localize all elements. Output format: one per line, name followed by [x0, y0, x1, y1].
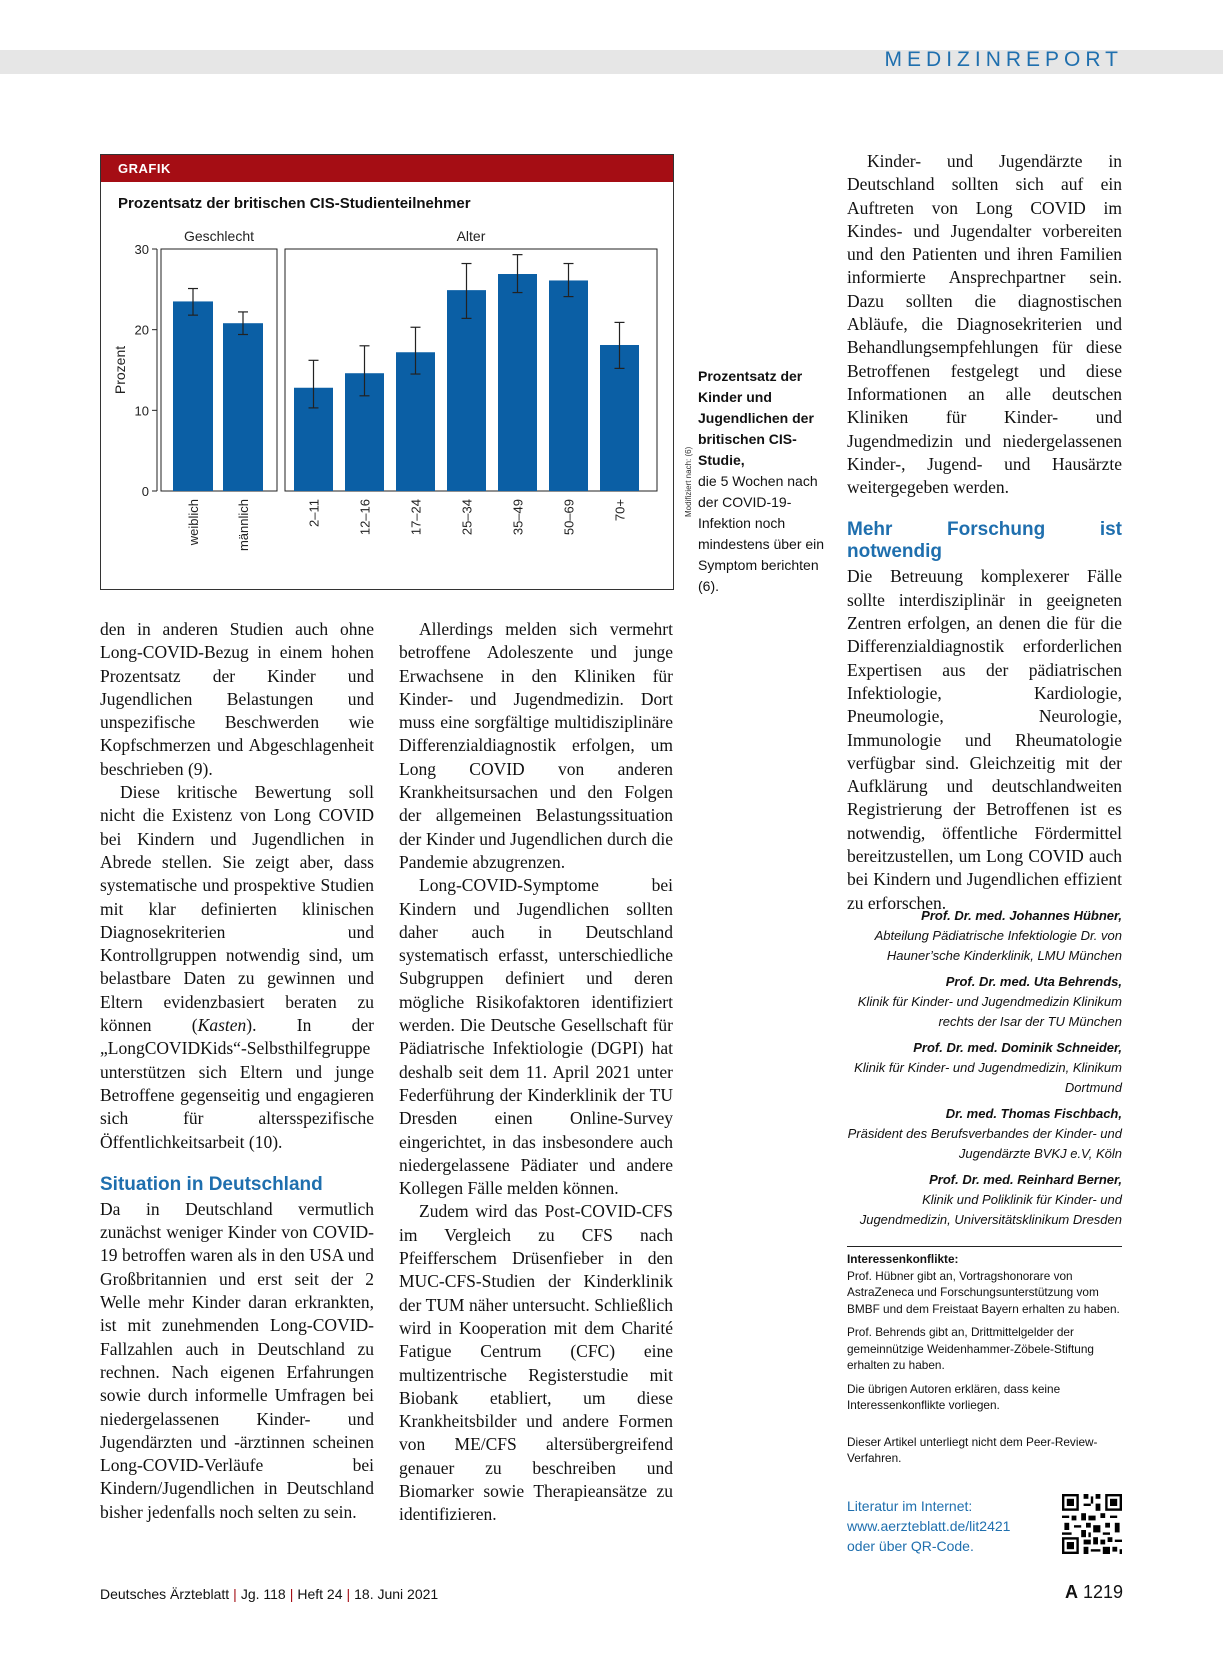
x-tick-label: männlich [236, 499, 251, 552]
author-affiliation: Abteilung Pädiatrische Infektiologie Dr. von Hauner’sche Kinderklinik, LMU München [874, 928, 1122, 963]
figure-title: Prozentsatz der britischen CIS-Studienteilnehmer [118, 195, 471, 212]
literature-line: oder über QR-Code. [847, 1538, 974, 1554]
text: Diese kritische Bewertung soll nicht die Existenz von Long COVID bei Kindern und Jugendlichen in Abrede stellen. Sie zeigt aber, dass systematische und prospektive Studien mit klar definierten klinischen Diagnosekriterien und Kontrollgruppen notwendig sind, um belastbare Daten zu gewinnen und Eltern evidenzbasiert beraten zu können ( [100, 782, 374, 1036]
date: 18. Juni 2021 [354, 1586, 439, 1602]
peer-review-note: Dieser Artikel unterliegt nicht dem Peer-Review-Verfahren. [847, 1434, 1098, 1465]
page-prefix: A [1064, 1582, 1078, 1602]
panel-label: Alter [456, 228, 486, 244]
footer [100, 1586, 438, 1602]
section-label: MEDIZINREPORT [884, 48, 1123, 71]
bar [173, 301, 213, 491]
page-value: 1219 [1082, 1582, 1123, 1602]
figure-label: GRAFIK [101, 155, 673, 182]
author-name: Dr. med. Thomas Fischbach, [945, 1106, 1122, 1121]
journal-name: Deutsches Ärzteblatt [100, 1586, 230, 1602]
caption-text: die 5 Wochen nach der COVID-19-Infektion noch mindestens über ein Symptom berichten (6). [698, 473, 825, 594]
author-affiliation: Klinik für Kinder- und Jugendmedizin Klinikum rechts der Isar der TU München [857, 994, 1122, 1029]
conflicts-box [847, 1246, 1122, 1474]
volume: Jg. 118 [240, 1586, 286, 1602]
column-3 [847, 150, 1122, 915]
x-tick-label: 70+ [612, 499, 628, 522]
author-name: Prof. Dr. med. Dominik Schneider, [913, 1040, 1122, 1055]
literature-link[interactable]: www.aerzteblatt.de/lit2421 [847, 1518, 1011, 1534]
author [845, 1170, 1122, 1230]
separator: | [346, 1586, 351, 1602]
author-list [845, 906, 1122, 1236]
y-axis-label: Prozent [112, 345, 128, 395]
y-tick-label: 10 [134, 403, 149, 419]
heading-forschung: Mehr Forschung ist notwendig [847, 519, 1122, 563]
paragraph: Da in Deutschland vermutlich zunächst weniger Kinder von COVID-19 betroffen waren als in den USA und Großbritannien und erst seit der 2 Welle mehr Kinder daran erkrankten, ist mit zunehmenden Long-COVID-Fallzahlen auch in Deutschland zu rechnen. Nach eigenen Erfahrungen sowie durch informelle Umfragen bei niedergelassenen Kinder- und Jugendärzten und -ärztinnen scheinen Long-COVID-Verläufe bei Kindern/Jugendlichen in Deutschland bisher jedenfalls noch selten zu sein. [100, 1198, 374, 1522]
literature-line: Literatur im Internet: [847, 1498, 973, 1514]
x-tick-label: 35–49 [510, 499, 526, 536]
panel-label: Geschlecht [183, 228, 255, 244]
caption-bold: Prozentsatz der Kinder und Jugendlichen der britischen CIS-Studie, [698, 368, 814, 468]
text: ). In der „LongCOVIDKids“-Selbsthilfegruppe unterstützen sich Eltern und junge Betroffene gegenseitig und engagieren sich für altersspezifische Öffentlichkeitsarbeit (10). [100, 1015, 374, 1152]
x-tick-label: weiblich [186, 499, 201, 546]
conflicts-text: Prof. Hübner gibt an, Vortragshonorare von AstraZeneca und Forschungsunterstützung vom BMBF und dem Freistaat Bayern erhalten zu haben. [847, 1268, 1120, 1316]
author-affiliation: Klinik und Poliklinik für Kinder- und Jugendmedizin, Universitätsklinikum Dresden [859, 1192, 1122, 1227]
author [845, 1104, 1122, 1164]
x-tick-label: 25–34 [459, 499, 475, 536]
kasten-ref: Kasten [197, 1015, 247, 1036]
heading-situation: Situation in Deutschland [100, 1173, 323, 1195]
paragraph: Die Betreuung komplexerer Fälle sollte interdisziplinär in geeigneten Zentren erfolgen, an denen die für die Differenzialdiagnostik erforderlichen Expertisen aus der pädiatrischen Infektiologie, Kardiologie, Pneumologie, Neurologie, Immunologie und Rheumatologie verfügbar sind. Gleichzeitig mit der Aufklärung und deutschlandweiten Registrierung der Betroffenen ist es notwendig, öffentliche Fördermittel bereitzustellen, um Long COVID auch bei Kindern und Jugendlichen effizient zu erforschen. [847, 566, 1122, 913]
conflicts-title: Interessenkonflikte: [847, 1252, 959, 1266]
paragraph [100, 781, 374, 1154]
author-name: Prof. Dr. med. Johannes Hübner, [921, 908, 1122, 923]
paragraph: Long-COVID-Symptome bei Kindern und Jugendlichen sollten daher auch in Deutschland systematisch erfasst, unterschiedliche Subgruppen definiert und deren mögliche Risikofaktoren identifiziert werden. Die Deutsche Gesellschaft für Pädiatrische Infektiologie (DGPI) hat deshalb seit dem 11. April 2021 unter Federführung der Kinderklinik der TU Dresden einen Online-Survey eingerichtet, in das insbesondere auch niedergelassene Pädiater und andere Kollegen Fälle melden können. [399, 875, 673, 1199]
x-tick-label: 12–16 [357, 499, 373, 536]
paragraph: den in anderen Studien auch ohne Long-COVID-Bezug in einem hohen Prozentsatz der Kinder und Jugendlichen Belastungen und unspezifische Beschwerden wie Kopfschmerzen und Abgeschlagenheit beschrieben (9). [100, 619, 374, 779]
paragraph: Zudem wird das Post-COVID-CFS im Vergleich zu CFS nach Pfeifferschem Drüsenfieber in den MUC-CFS-Studien der Kinderklinik der TUM näher untersucht. Schließlich wird in Kooperation mit dem Charité Fatigue Centrum (CFC) eine multizentrische Registerstudie mit Biobank etabliert, um diese Krankheitsbilder und andere Formen von ME/CFS altersübergreifend genauer zu beschreiben und Biomarker sowie Therapieansätze zu identifizieren. [399, 1201, 673, 1525]
y-tick-label: 20 [134, 322, 149, 338]
column-2 [399, 618, 673, 1527]
author [845, 906, 1122, 966]
figure-caption [698, 366, 828, 597]
issue: Heft 24 [297, 1586, 343, 1602]
author [845, 1038, 1122, 1098]
bar-chart [101, 182, 673, 590]
qr-code-icon[interactable] [1062, 1494, 1122, 1554]
separator: | [289, 1586, 294, 1602]
x-tick-label: 17–24 [408, 499, 424, 536]
author-affiliation: Klinik für Kinder- und Jugendmedizin, Klinikum Dortmund [854, 1060, 1122, 1095]
x-tick-label: 2–11 [306, 499, 322, 527]
bar [549, 280, 588, 491]
conflicts-text: Prof. Behrends gibt an, Drittmittelgelder der gemeinnützige Weidenhammer-Zöbele-Stiftung erhalten zu haben. [847, 1325, 1094, 1372]
paragraph: Allerdings melden sich vermehrt betroffene Adoleszente und junge Erwachsene in den Kliniken für Kinder- und Jugendmedizin. Dort muss eine sorgfältige multidisziplinäre Differenzialdiagnostik erfolgen, um Long COVID von anderen Krankheitsursachen und den Folgen der allgemeinen Belastungssituation der Kinder und Jugendlichen durch die Pandemie abzugrenzen. [399, 619, 673, 872]
separator: | [233, 1586, 237, 1602]
author [845, 972, 1122, 1032]
column-1 [100, 618, 374, 1524]
author-name: Prof. Dr. med. Uta Behrends, [945, 974, 1122, 989]
author-affiliation: Präsident des Berufsverbandes der Kinder- und Jugendärzte BVKJ e.V, Köln [847, 1126, 1122, 1161]
figure-box [100, 154, 674, 590]
bar [223, 323, 263, 491]
conflicts-text: Die übrigen Autoren erklären, dass keine Interessenkonflikte vorliegen. [847, 1381, 1061, 1412]
x-tick-label: 50–69 [561, 499, 577, 536]
paragraph: Kinder- und Jugendärzte in Deutschland sollten sich auf ein Auftreten von Long COVID im Kindes- und Jugendalter vorbereiten und den Patienten und ihren Familien informierte Ansprechpartner sein. Dazu sollten die diagnostischen Abläufe, die Diagnosekriterien und Behandlungsempfehlungen für diese Betroffenen festgelegt und diese Informationen an alle deutschen Kliniken für Kinder- und Jugendmedizin und niedergelassenen Kinder-, Jugend- und Hausärzte weitergegeben werden. [847, 151, 1122, 498]
figure-credit: Modifiziert nach: (6) [684, 446, 693, 517]
literature-note [847, 1496, 1010, 1556]
y-tick-label: 0 [141, 484, 149, 499]
y-tick-label: 30 [134, 242, 149, 257]
bar [447, 290, 486, 491]
bar [498, 274, 537, 491]
author-name: Prof. Dr. med. Reinhard Berner, [929, 1172, 1122, 1187]
page-number [1065, 1582, 1123, 1603]
